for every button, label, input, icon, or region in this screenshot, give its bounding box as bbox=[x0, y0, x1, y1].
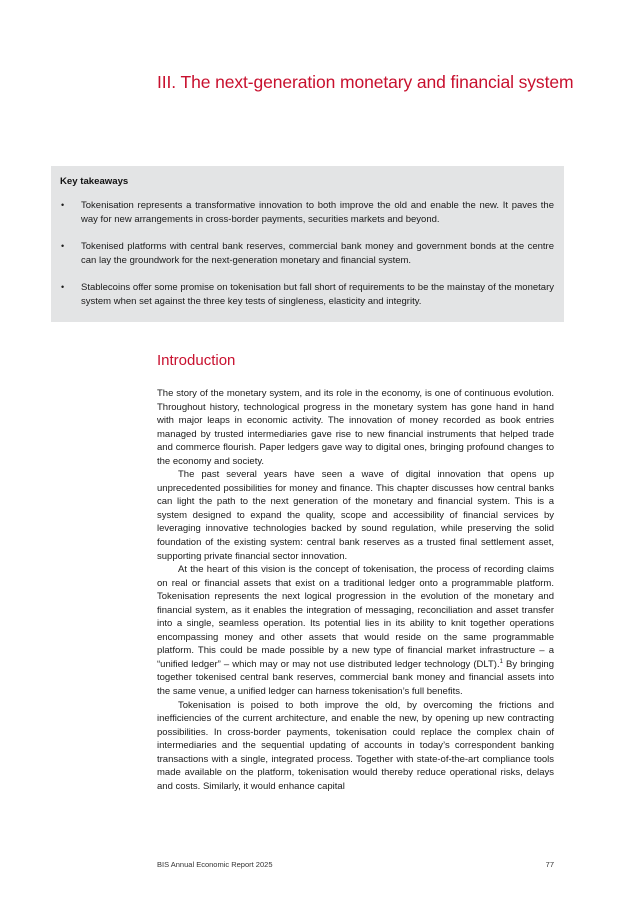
takeaway-item bbox=[60, 240, 554, 267]
bullet-icon: • bbox=[61, 200, 65, 210]
takeaway-text: Tokenised platforms with central bank reserves, commercial bank money and government bonds at the centre can lay the groundwork for the next-generation monetary and financial system. bbox=[81, 241, 554, 266]
section-heading-introduction: Introduction bbox=[157, 352, 236, 369]
footnote-marker[interactable]: 1 bbox=[499, 658, 503, 665]
takeaway-item bbox=[60, 281, 554, 308]
paragraph: Tokenisation is poised to both improve the old, by overcoming the frictions and inefficiencies of the current architecture, and enable the new, by opening up new contracting possibilities. In cross-border payments, tokenisation could replace the complex chain of intermediaries and the sequential updating of accounts in today’s correspondent banking transactions with a single, integrated process. Together with state-of-the-art compliance tools made available on the platform, tokenisation would thereby reduce operational risks, delays and costs. Similarly, it would enhance capital bbox=[157, 699, 554, 792]
takeaway-text: Stablecoins offer some promise on tokenisation but fall short of requirements to be the mainstay of the monetary system when set against the three key tests of singleness, elasticity and integrity. bbox=[81, 282, 554, 307]
paragraph-text: At the heart of this vision is the concept of tokenisation, the process of recording claims on real or financial assets that exist on a traditional ledger onto a programmable platform. Tokenisation represents the next logical progression in the evolution of the monetary and financial system, as it enables the integration of messaging, reconciliation and asset transfer into a single, seamless operation. Its potential lies in its ability to knit together operations encompassing money and other assets that would reside on the same programmable platform. This could be made possible by a new type of financial market infrastructure – a “unified ledger” – which may or may not use distributed ledger technology (DLT). bbox=[157, 564, 554, 670]
key-takeaways-list bbox=[60, 199, 554, 308]
paragraph bbox=[157, 563, 554, 698]
paragraph-text: By bringing together tokenised central bank reserves, commercial bank money and financial assets into the same venue, a unified ledger can harness tokenisation’s full benefits. bbox=[157, 658, 554, 698]
takeaway-text: Tokenisation represents a transformative innovation to both improve the old and enable the new. It paves the way for new arrangements in cross-border payments, securities markets and beyond. bbox=[81, 200, 554, 225]
key-takeaways-box bbox=[51, 166, 564, 322]
key-takeaways-heading: Key takeaways bbox=[60, 176, 129, 187]
footer-page-number: 77 bbox=[545, 860, 554, 869]
bullet-icon: • bbox=[61, 282, 65, 292]
takeaway-item bbox=[60, 199, 554, 226]
footer-publication: BIS Annual Economic Report 2025 bbox=[157, 860, 273, 869]
paragraph: The past several years have seen a wave of digital innovation that opens up unprecedented possibilities for money and finance. This chapter discusses how central banks can light the path to the next generation of the monetary and financial system. This is a system designed to expand the quality, scope and accessibility of financial services by leveraging innovative technologies backed by sound regulation, while preserving the solid foundation of the existing system: central bank reserves as a trusted final settlement asset, supporting private financial sector innovation. bbox=[157, 469, 554, 562]
bullet-icon: • bbox=[61, 241, 65, 251]
paragraph: The story of the monetary system, and its role in the economy, is one of continuous evolution. Throughout history, technological progress in the monetary system has gone hand in hand with major leaps in economic activity. The innovation of money recorded as book entries managed by trusted intermediaries gave rise to new financial instruments that helped trade and commerce flourish. Paper ledgers gave way to digital ones, bringing profound changes to the economy and society. bbox=[157, 388, 554, 467]
chapter-title: III. The next-generation monetary and financial system bbox=[157, 72, 574, 92]
body-text bbox=[157, 387, 554, 793]
